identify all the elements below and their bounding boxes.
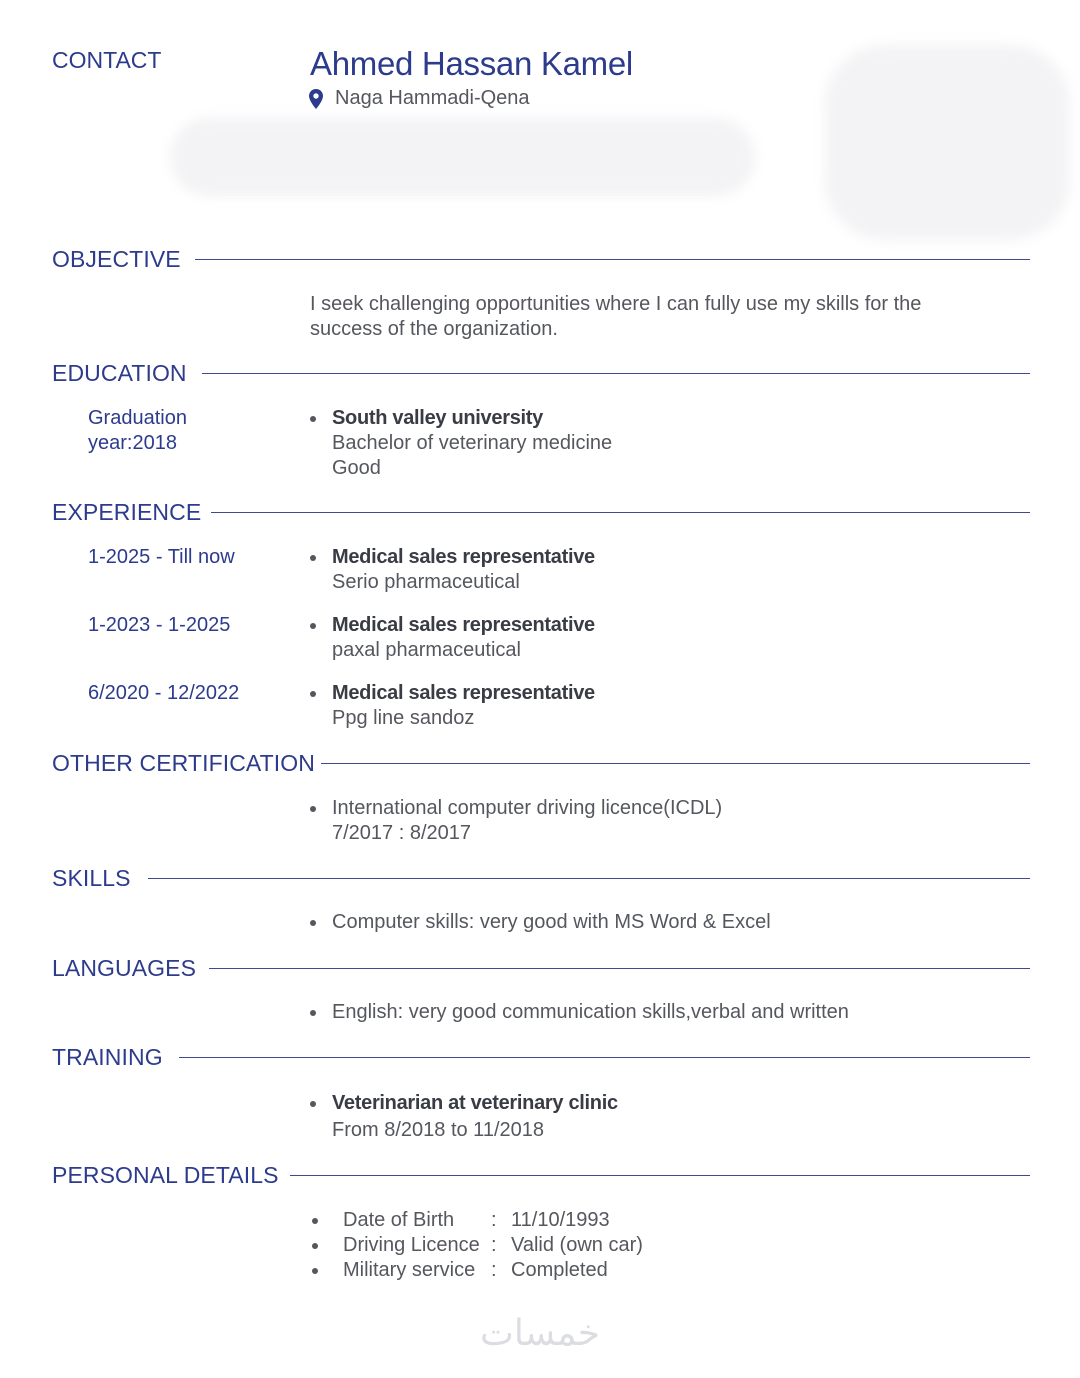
objective-divider bbox=[195, 259, 1030, 260]
personal-detail-label: Military service bbox=[343, 1259, 476, 1281]
experience-entry bbox=[310, 545, 595, 595]
redacted-contact-info bbox=[170, 118, 755, 196]
education-date bbox=[88, 406, 187, 456]
education-date-line-2: year:2018 bbox=[88, 432, 177, 454]
experience-company: Serio pharmaceutical bbox=[332, 571, 520, 593]
experience-entry bbox=[310, 681, 595, 731]
section-title-skills: SKILLS bbox=[52, 865, 131, 891]
bullet-icon bbox=[312, 1243, 318, 1249]
education-divider bbox=[202, 373, 1030, 374]
education-grade: Good bbox=[332, 457, 381, 479]
training-divider bbox=[179, 1057, 1030, 1058]
experience-company: Ppg line sandoz bbox=[332, 707, 475, 729]
personal-detail-separator: : bbox=[491, 1209, 497, 1231]
personal-detail-value: 11/10/1993 bbox=[511, 1209, 610, 1231]
location-pin-icon bbox=[308, 88, 324, 115]
section-title-personal-details: PERSONAL DETAILS bbox=[52, 1162, 279, 1188]
certification-divider bbox=[321, 763, 1030, 764]
section-title-objective: OBJECTIVE bbox=[52, 246, 181, 272]
experience-company: paxal pharmaceutical bbox=[332, 639, 521, 661]
bullet-icon bbox=[310, 623, 316, 629]
education-entry bbox=[310, 406, 612, 481]
bullet-icon bbox=[310, 920, 316, 926]
personal-detail-separator: : bbox=[491, 1259, 497, 1281]
training-title: Veterinarian at veterinary clinic bbox=[332, 1092, 618, 1114]
personal-detail-label: Date of Birth bbox=[343, 1209, 455, 1231]
education-date-line-1: Graduation bbox=[88, 407, 187, 429]
experience-date: 6/2020 - 12/2022 bbox=[88, 682, 240, 704]
section-title-education: EDUCATION bbox=[52, 360, 187, 386]
personal-details-divider bbox=[290, 1175, 1030, 1176]
bullet-icon bbox=[310, 555, 316, 561]
section-title-languages: LANGUAGES bbox=[52, 955, 197, 981]
person-name: Ahmed Hassan Kamel bbox=[310, 45, 633, 82]
objective-line-1: I seek challenging opportunities where I can fully use my skills for the bbox=[310, 293, 922, 315]
bullet-icon bbox=[310, 691, 316, 697]
bullet-icon bbox=[312, 1268, 318, 1274]
personal-detail-value: Completed bbox=[511, 1259, 608, 1281]
certification-dates: 7/2017 : 8/2017 bbox=[332, 822, 472, 844]
section-title-other-certification: OTHER CERTIFICATION bbox=[52, 750, 315, 776]
experience-divider bbox=[211, 512, 1030, 513]
languages-entry bbox=[310, 1000, 849, 1025]
experience-title: Medical sales representative bbox=[332, 614, 595, 636]
skills-divider bbox=[148, 878, 1030, 879]
bullet-icon bbox=[310, 1101, 316, 1107]
section-title-experience: EXPERIENCE bbox=[52, 499, 202, 525]
contact-heading: CONTACT bbox=[52, 47, 162, 73]
certification-entry bbox=[310, 796, 722, 846]
experience-entry bbox=[310, 613, 595, 663]
experience-title: Medical sales representative bbox=[332, 546, 595, 568]
education-degree: Bachelor of veterinary medicine bbox=[332, 432, 613, 454]
bullet-icon bbox=[312, 1218, 318, 1224]
experience-date: 1-2025 - Till now bbox=[88, 546, 235, 568]
bullet-icon bbox=[310, 1010, 316, 1016]
bullet-icon bbox=[310, 806, 316, 812]
certification-name: International computer driving licence(ICDL) bbox=[332, 797, 723, 819]
language-text: English: very good communication skills,verbal and written bbox=[332, 1001, 849, 1023]
education-school: South valley university bbox=[332, 407, 543, 429]
objective-text bbox=[310, 292, 921, 342]
skills-entry bbox=[310, 910, 771, 935]
experience-title: Medical sales representative bbox=[332, 682, 595, 704]
watermark-logo: خمسات bbox=[479, 1313, 601, 1354]
languages-divider bbox=[209, 968, 1030, 969]
objective-line-2: success of the organization. bbox=[310, 318, 558, 340]
personal-detail-label: Driving Licence bbox=[343, 1234, 480, 1256]
training-entry bbox=[310, 1090, 618, 1144]
bullet-icon bbox=[310, 416, 316, 422]
experience-date: 1-2023 - 1-2025 bbox=[88, 614, 231, 636]
location-text: Naga Hammadi-Qena bbox=[335, 87, 530, 109]
personal-detail-separator: : bbox=[491, 1234, 497, 1256]
section-title-training: TRAINING bbox=[52, 1044, 163, 1070]
personal-detail-value: Valid (own car) bbox=[511, 1234, 643, 1256]
skill-text: Computer skills: very good with MS Word & Excel bbox=[332, 911, 771, 933]
redacted-photo bbox=[825, 45, 1070, 240]
training-dates: From 8/2018 to 11/2018 bbox=[332, 1119, 544, 1141]
